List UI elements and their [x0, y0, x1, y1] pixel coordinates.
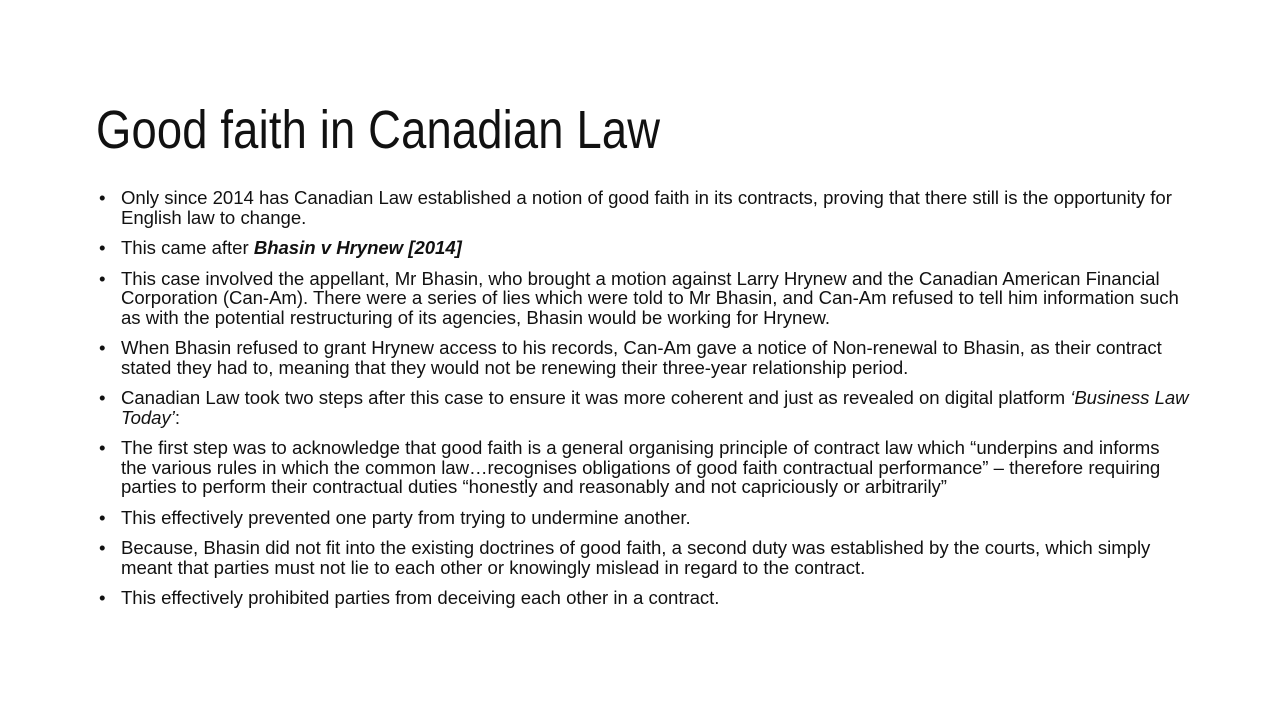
bullet-text-4: When Bhasin refused to grant Hrynew access to his records, Can-Am gave a notice of Non-renewal to Bhasin, as their contract stated they had to, meaning that they would not be renewing their three-year relationship period. [121, 337, 1162, 378]
bullet-text-7: This effectively prevented one party from trying to undermine another. [121, 506, 691, 528]
bullet-5-lead: Canadian Law took two steps after this case to ensure it was more coherent and just as revealed on digital platform [121, 387, 1071, 409]
bullet-marker-icon: • [99, 506, 106, 528]
slide-title: Good faith in Canadian Law [96, 100, 661, 161]
bullet-marker-icon: • [99, 387, 106, 409]
bullet-item-4 [96, 338, 1190, 377]
bullet-marker-icon: • [99, 267, 106, 289]
bullet-text-6: The first step was to acknowledge that good faith is a general organising principle of contract law which “underpins and informs the various rules in which the common law…recognises obligations of good faith contractual performance” – therefore requiring parties to perform their contractual duties “honestly and reasonably and not capriciously or arbitrarily” [121, 437, 1161, 498]
bullet-text-8: Because, Bhasin did not fit into the existing doctrines of good faith, a second duty was established by the courts, which simply meant that parties must not lie to each other or knowingly mislead in regard to the contract. [121, 537, 1151, 578]
bullet-marker-icon: • [99, 337, 106, 359]
bullet-item-2 [96, 238, 1190, 258]
slide-body-bullet-list [96, 188, 1190, 608]
bullet-item-9 [96, 588, 1190, 608]
platform-name-emphasis: ‘Business Law Today’ [121, 387, 1189, 428]
bullet-item-6 [96, 438, 1190, 497]
bullet-item-7 [96, 508, 1190, 528]
bullet-item-5 [96, 388, 1190, 427]
bullet-marker-icon: • [99, 437, 106, 459]
case-citation-emphasis: Bhasin v Hrynew [2014] [253, 237, 462, 259]
bullet-text-9: This effectively prohibited parties from deceiving each other in a contract. [121, 587, 720, 609]
bullet-item-8 [96, 538, 1190, 577]
bullet-2-lead: This came after [121, 237, 254, 259]
bullet-text-5 [121, 388, 1190, 427]
bullet-marker-icon: • [99, 587, 106, 609]
bullet-item-3 [96, 269, 1190, 328]
bullet-item-1 [96, 188, 1190, 227]
bullet-marker-icon: • [99, 187, 106, 208]
bullet-5-tail: : [174, 406, 180, 428]
bullet-marker-icon: • [99, 537, 106, 559]
bullet-text-3: This case involved the appellant, Mr Bhasin, who brought a motion against Larry Hrynew and the Canadian American Financial Corporation (Can-Am). There were a series of lies which were told to Mr Bhasin, and Can-Am refused to tell him information such as with the potential restructuring of its agencies, Bhasin would be working for Hrynew. [121, 267, 1179, 328]
bullet-marker-icon: • [99, 237, 106, 259]
bullet-text-1: Only since 2014 has Canadian Law established a notion of good faith in its contracts, proving that there still is the opportunity for English law to change. [121, 187, 1172, 228]
bullet-text-2 [121, 238, 1190, 258]
